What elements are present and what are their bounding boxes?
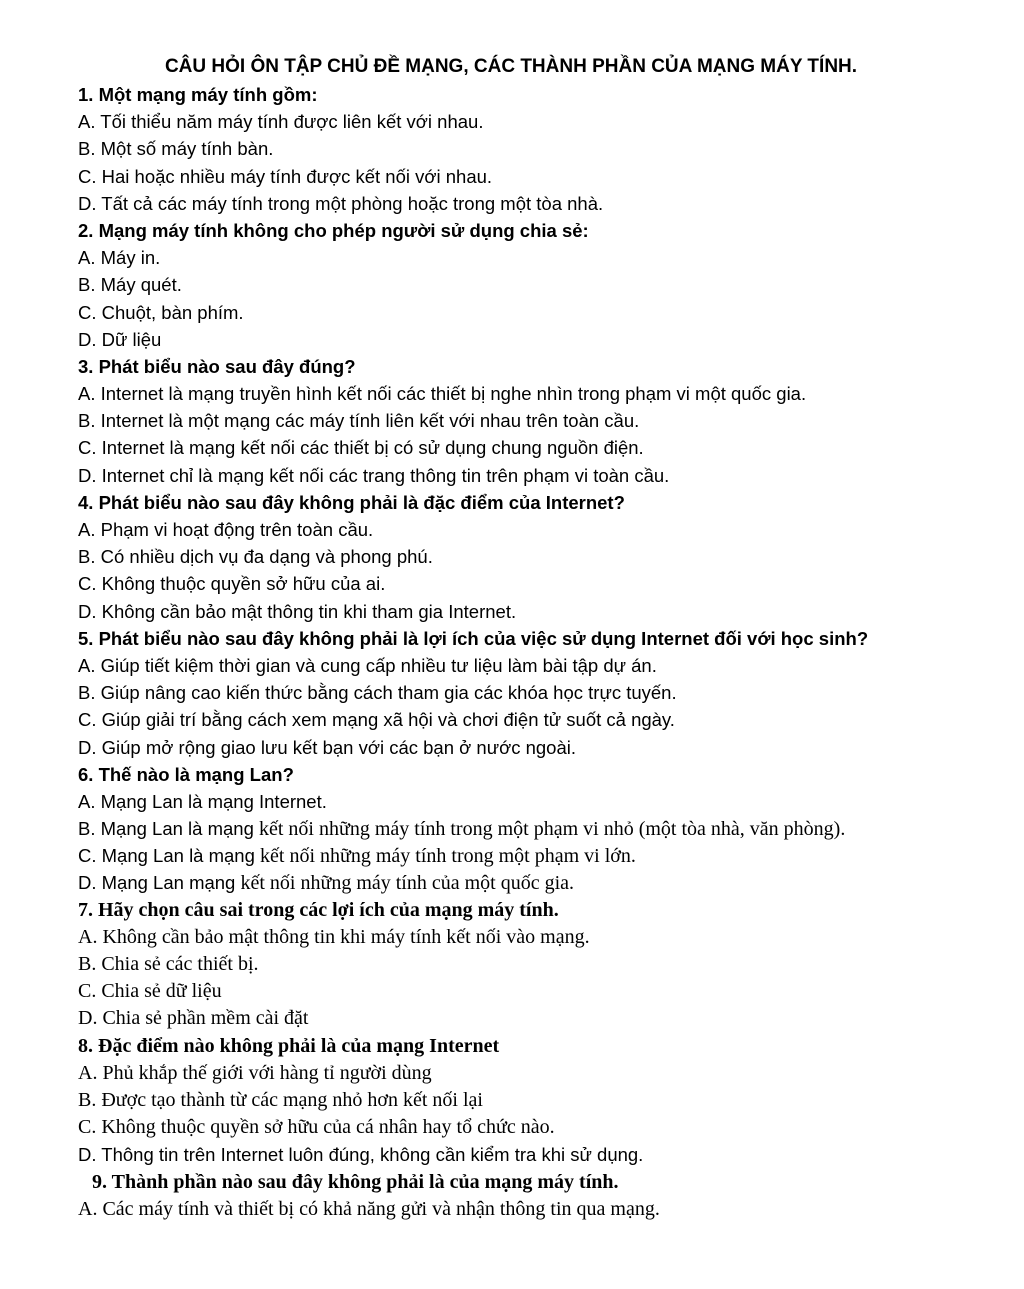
question-4	[78, 489, 978, 625]
question-text: 7. Hãy chọn câu sai trong các lợi ích của mạng máy tính.	[78, 898, 559, 921]
answer-d: D. Không cần bảo mật thông tin khi tham gia Internet.	[78, 600, 517, 622]
answer-a: A. Mạng Lan là mạng Internet.	[78, 790, 327, 812]
answer-d: D. Internet chỉ là mạng kết nối các trang thông tin trên phạm vi toàn cầu.	[78, 464, 670, 486]
question-1	[78, 81, 978, 217]
answer-b: B. Máy quét.	[78, 274, 182, 296]
answer-d-head: D. Mạng Lan mạng	[78, 872, 241, 894]
answer-b: B. Một số máy tính bàn.	[78, 138, 274, 160]
answer-b-head: B. Mạng Lan là mạng	[78, 818, 259, 840]
question-8	[78, 1033, 978, 1169]
answer-b: B. Có nhiều dịch vụ đa dạng và phong phú.	[78, 546, 433, 568]
answer-a: A. Các máy tính và thiết bị có khả năng gửi và nhận thông tin qua mạng.	[78, 1197, 660, 1220]
answer-d	[78, 869, 978, 896]
answer-a: A. Giúp tiết kiệm thời gian và cung cấp nhiều tư liệu làm bài tập dự án.	[78, 654, 657, 676]
answer-b: B. Được tạo thành từ các mạng nhỏ hơn kết nối lại	[78, 1088, 483, 1111]
answer-d: D. Giúp mở rộng giao lưu kết bạn với các bạn ở nước ngoài.	[78, 736, 577, 758]
answer-a: A. Máy in.	[78, 247, 161, 269]
question-text: 3. Phát biểu nào sau đây đúng?	[78, 355, 356, 377]
question-text: 4. Phát biểu nào sau đây không phải là đặc điểm của Internet?	[78, 491, 625, 513]
answer-d-tail: kết nối những máy tính của một quốc gia.	[240, 872, 575, 895]
answer-c: C. Chuột, bàn phím.	[78, 301, 244, 323]
question-3	[78, 353, 978, 489]
answer-d: D. Thông tin trên Internet luôn đúng, không cần kiểm tra khi sử dụng.	[78, 1144, 644, 1166]
answer-c: C. Chia sẻ dữ liệu	[78, 980, 222, 1003]
answer-a: A. Phủ khắp thế giới với hàng tỉ người dùng	[78, 1061, 432, 1084]
question-text: 6. Thế nào là mạng Lan?	[78, 763, 294, 785]
answer-a: A. Tối thiểu năm máy tính được liên kết với nhau.	[78, 111, 484, 133]
answer-b: B. Internet là một mạng các máy tính liên kết với nhau trên toàn cầu.	[78, 410, 640, 432]
answer-d: D. Chia sẻ phần mềm cài đặt	[78, 1007, 309, 1030]
answer-c: C. Giúp giải trí bằng cách xem mạng xã hội và chơi điện tử suốt cả ngày.	[78, 709, 675, 731]
answer-a: A. Internet là mạng truyền hình kết nối các thiết bị nghe nhìn trong phạm vi một quốc gia.	[78, 383, 807, 405]
question-text: 9. Thành phần nào sau đây không phải là của mạng máy tính.	[92, 1170, 619, 1193]
question-7	[78, 897, 978, 1033]
answer-d: D. Dữ liệu	[78, 328, 162, 350]
answer-c: C. Không thuộc quyền sở hữu của ai.	[78, 573, 386, 595]
question-6	[78, 761, 978, 897]
document-title: CÂU HỎI ÔN TẬP CHỦ ĐỀ MẠNG, CÁC THÀNH PHẦN CỦA MẠNG MÁY TÍNH.	[164, 56, 858, 77]
question-text: 2. Mạng máy tính không cho phép người sử dụng chia sẻ:	[78, 219, 589, 241]
answer-b-tail: kết nối những máy tính trong một phạm vi nhỏ (một tòa nhà, văn phòng).	[259, 818, 846, 841]
answer-c	[78, 842, 978, 869]
question-2	[78, 217, 978, 353]
document-page	[78, 53, 978, 1223]
question-text: 5. Phát biểu nào sau đây không phải là lợi ích của việc sử dụng Internet đối với học sinh?	[78, 627, 869, 649]
answer-c: C. Không thuộc quyền sở hữu của cá nhân hay tổ chức nào.	[78, 1116, 555, 1139]
answer-c-tail: kết nối những máy tính trong một phạm vi lớn.	[260, 845, 636, 868]
question-5	[78, 625, 978, 761]
answer-c: C. Internet là mạng kết nối các thiết bị có sử dụng chung nguồn điện.	[78, 437, 644, 459]
question-9	[78, 1169, 978, 1223]
answer-a: A. Không cần bảo mật thông tin khi máy tính kết nối vào mạng.	[78, 925, 590, 948]
question-text: 1. Một mạng máy tính gồm:	[78, 84, 318, 105]
answer-b	[78, 815, 978, 842]
answer-d: D. Tất cả các máy tính trong một phòng hoặc trong một tòa nhà.	[78, 192, 604, 214]
answer-b: B. Chia sẻ các thiết bị.	[78, 953, 259, 975]
answer-c-head: C. Mạng Lan là mạng	[78, 845, 261, 867]
answer-b: B. Giúp nâng cao kiến thức bằng cách tham gia các khóa học trực tuyến.	[78, 682, 677, 704]
answer-a: A. Phạm vi hoạt động trên toàn cầu.	[78, 519, 374, 540]
question-text: 8. Đặc điểm nào không phải là của mạng Internet	[78, 1034, 500, 1057]
answer-c: C. Hai hoặc nhiều máy tính được kết nối với nhau.	[78, 165, 493, 187]
